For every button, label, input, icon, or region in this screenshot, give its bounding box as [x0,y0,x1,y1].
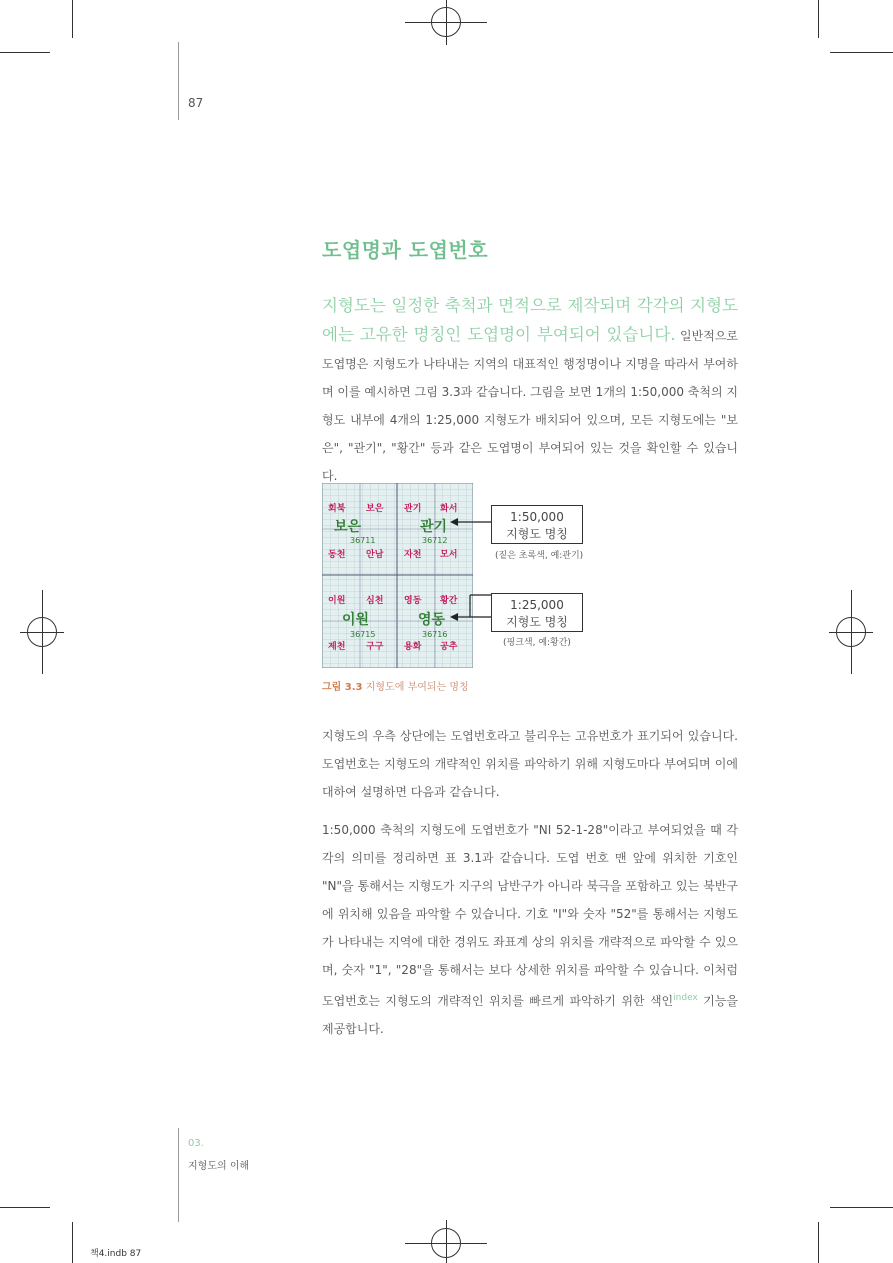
crop-mark [72,1222,73,1263]
callout-note: (핑크색, 예:황간) [503,638,571,648]
map-code: 36715 [350,630,376,639]
map-label: 영동 [404,596,422,606]
map-label: 공추 [440,642,458,652]
chapter-number: 03. [188,1138,204,1149]
figure-caption-text: 지형도에 부여되는 명칭 [362,682,469,693]
registration-line [42,590,43,674]
paragraph-3-tail: 기능을 제공합니다. [322,994,739,1036]
map-label: 회북 [328,504,346,514]
map-code: 36711 [350,536,376,545]
map-label: 화서 [440,504,458,514]
callout-arrows [448,510,493,650]
map-code: 36716 [422,630,448,639]
map-label: 제천 [328,642,346,652]
map-name-yeongdong: 영동 [418,612,446,628]
page-number: 87 [188,96,204,110]
callout-label: 지형도 명칭 [506,527,568,541]
map-name-iwon: 이원 [342,612,370,628]
crop-mark [818,0,819,38]
intro-paragraph [322,292,738,490]
registration-line [446,0,447,45]
map-label: 용화 [404,642,422,652]
crop-mark [818,1222,819,1263]
map-label: 모서 [440,550,458,560]
crop-mark [830,1207,893,1208]
crop-mark [830,52,893,53]
map-label: 관기 [404,504,422,514]
callout-scale: 1:25,000 [510,598,564,612]
margin-rule-bottom [178,1128,179,1222]
callout-box-25000 [491,593,583,632]
figure-caption [322,678,469,693]
callout-label: 지형도 명칭 [506,615,568,629]
crop-mark [72,0,73,38]
callout-box-50000 [491,505,583,544]
callout-scale: 1:50,000 [510,510,564,524]
map-label: 심천 [366,596,384,606]
paragraph-2: 지형도의 우측 상단에는 도엽번호라고 불리우는 고유번호가 표기되어 있습니다. 도엽번호는 지형도의 개략적인 위치를 파악하기 위해 지형도마다 부여되며 이에 대하여 설명하면 다음과 같습니다. [322,729,738,799]
registration-line [851,590,852,674]
index-term: index [673,993,698,1003]
map-label: 동천 [328,550,346,560]
crop-mark [0,52,50,53]
chapter-title: 지형도의 이해 [188,1161,250,1172]
map-label: 이원 [328,596,346,606]
intro-body: 일반적으로 도엽명은 지형도가 나타내는 지역의 대표적인 행정명이나 지명을 따라서 부여하며 이를 예시하면 그림 3.3과 같습니다. 그림을 보면 1개의 1:50,000 축척의 지형도 내부에 4개의 1:25,000 지형도가 배치되어 있으며, 모든 지형도에는 "보은", "관기", "황간" 등과 같은 도엽명이 부여되어 있는 것을 확인할 수 있습니다. [322,329,738,483]
paragraph-3-text: 1:50,000 축척의 지형도에 도엽번호가 "NI 52-1-28"이라고 부여되었을 때 각각의 의미를 정리하면 표 3.1과 같습니다. 도엽 번호 맨 앞에 위치한 기호인 "N"을 통해서는 지형도가 지구의 남반구가 아니라 북극을 포함하고 있는 북반구에 위치해 있음을 파악할 수 있습니다. 기호 "I"와 숫자 "52"를 통해서는 지형도가 나타내는 지역에 대한 경위도 좌표계 상의 위치를 개략적으로 파악할 수 있으며, 숫자 "1", "28"을 통해서는 보다 상세한 위치를 파악할 수 있습니다. 이처럼 도엽번호는 지형도의 개략적인 위치를 빠르게 파악하기 위한 색인 [322,823,738,1008]
crop-mark [0,1207,50,1208]
section-title: 도엽명과 도엽번호 [322,238,489,262]
map-name-gwangi: 관기 [420,519,448,535]
map-label: 황간 [440,596,458,606]
map-label: 구구 [366,642,384,652]
callout-note: (짙은 초록색, 예:관기) [495,551,584,561]
print-slug: 책4.indb 87 [90,1249,142,1259]
map-code: 36712 [422,536,448,545]
registration-line [446,1220,447,1263]
map-label: 자천 [404,550,422,560]
map-label: 보은 [366,504,384,514]
intro-lead: 지형도는 일정한 축척과 면적으로 제작되며 각각의 지형도에는 고유한 명칭인 도엽명이 부여되어 있습니다. [322,296,738,344]
map-name-boen: 보은 [334,519,362,535]
paragraph-3 [322,816,738,1043]
margin-rule-top [178,42,179,120]
map-label: 안남 [366,550,384,560]
figure-number: 그림 3.3 [322,682,363,693]
